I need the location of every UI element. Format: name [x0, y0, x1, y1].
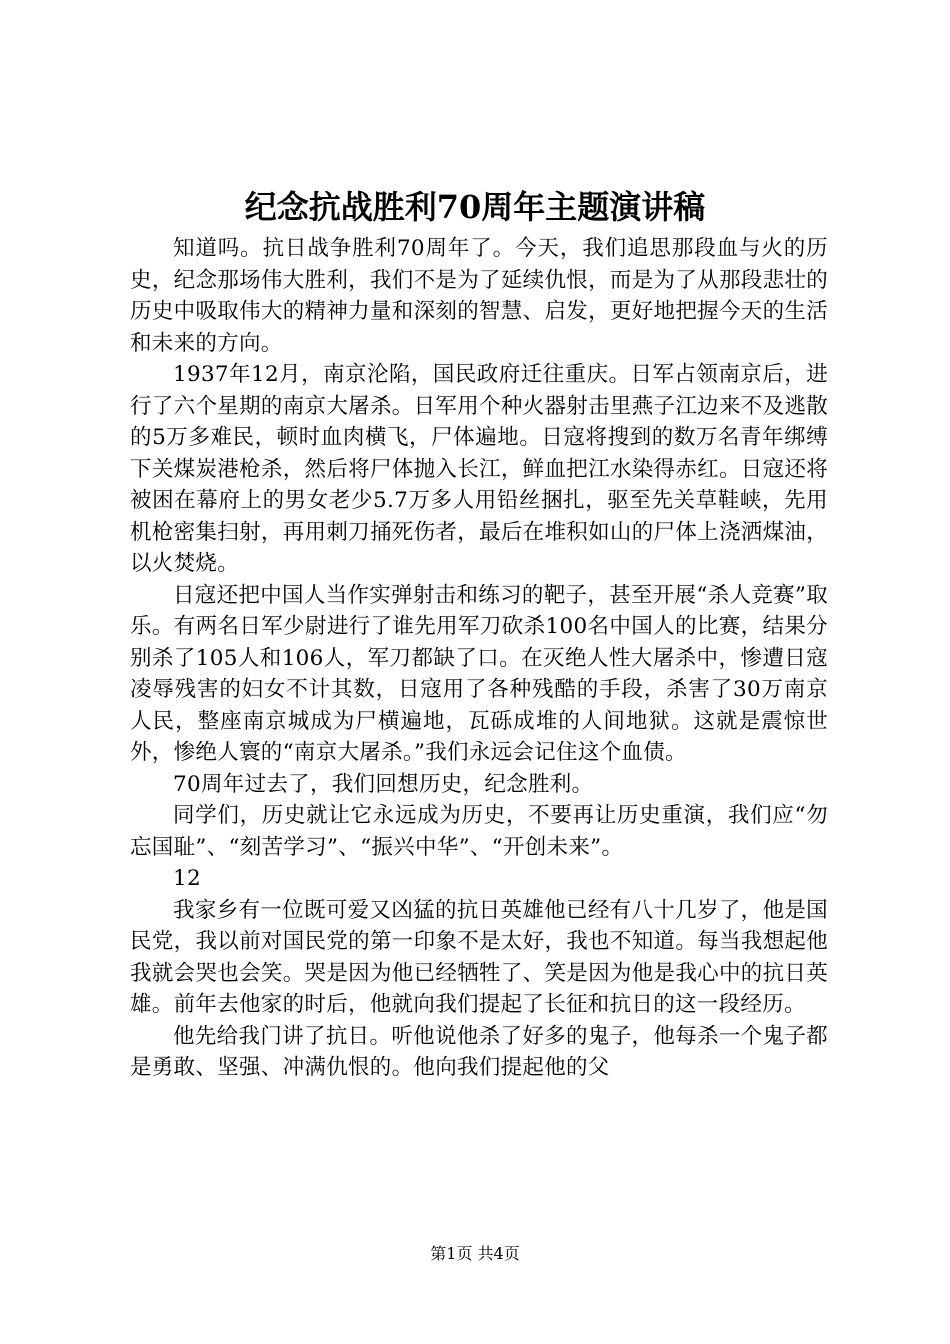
document-title: 纪念抗战胜利70周年主题演讲稿	[244, 188, 706, 226]
paragraph: 他先给我门讲了抗日。听他说他杀了好多的鬼子，他每杀一个鬼子都是勇敢、坚强、冲满仇恨的。他向我们提起他的父	[130, 1023, 828, 1080]
paragraph: 1937年12月，南京沦陷，国民政府迁往重庆。日军占领南京后，进行了六个星期的南京大屠杀。日军用个种火器射击里燕子江边来不及逃散的5万多难民，顿时血肉横飞，尸体遍地。日寇将搜到的数万名青年绑缚下关煤炭港枪杀，然后将尸体抛入长江，鲜血把江水染得赤红。日寇还将被困在幕府上的男女老少5.7万多人用铅丝捆扎，驱至先关草鞋峡，先用机枪密集扫射，再用刺刀捅死伤者，最后在堆积如山的尸体上浇洒煤油，以火焚烧。	[130, 362, 828, 576]
paragraph: 12	[173, 866, 201, 891]
paragraph: 知道吗。抗日战争胜利70周年了。今天，我们追思那段血与火的历史，纪念那场伟大胜利，我们不是为了延续仇恨，而是为了从那段悲壮的历史中吸取伟大的精神力量和深刻的智慧、启发，更好地把握今天的生活和未来的方向。	[130, 236, 828, 356]
paragraph: 我家乡有一位既可爱又凶猛的抗日英雄他已经有八十几岁了，他是国民党，我以前对国民党的第一印象不是太好，我也不知道。每当我想起他我就会哭也会笑。哭是因为他已经牺牲了、笑是因为他是我心中的抗日英雄。前年去他家的时后，他就向我们提起了长征和抗日的这一段经历。	[130, 897, 828, 1017]
paragraph: 同学们，历史就让它永远成为历史，不要再让历史重演，我们应“勿忘国耻”、“刻苦学习”、“振兴中华”、“开创未来”。	[130, 803, 828, 860]
paragraph: 70周年过去了，我们回想历史，纪念胜利。	[173, 771, 594, 797]
paragraph: 日寇还把中国人当作实弹射击和练习的靶子，甚至开展“杀人竞赛”取乐。有两名日军少尉进行了谁先用军刀砍杀100名中国人的比赛，结果分别杀了105人和106人，军刀都缺了口。在灭绝人性大屠杀中，惨遭日寇凌辱残害的妇女不计其数，日寇用了各种残酷的手段，杀害了30万南京人民，整座南京城成为尸横遍地，瓦砾成堆的人间地狱。这就是震惊世外，惨绝人寰的“南京大屠杀。”我们永远会记住这个血债。	[130, 582, 828, 765]
page-footer: 第1页 共4页	[430, 1244, 520, 1263]
document-body	[130, 233, 828, 1084]
